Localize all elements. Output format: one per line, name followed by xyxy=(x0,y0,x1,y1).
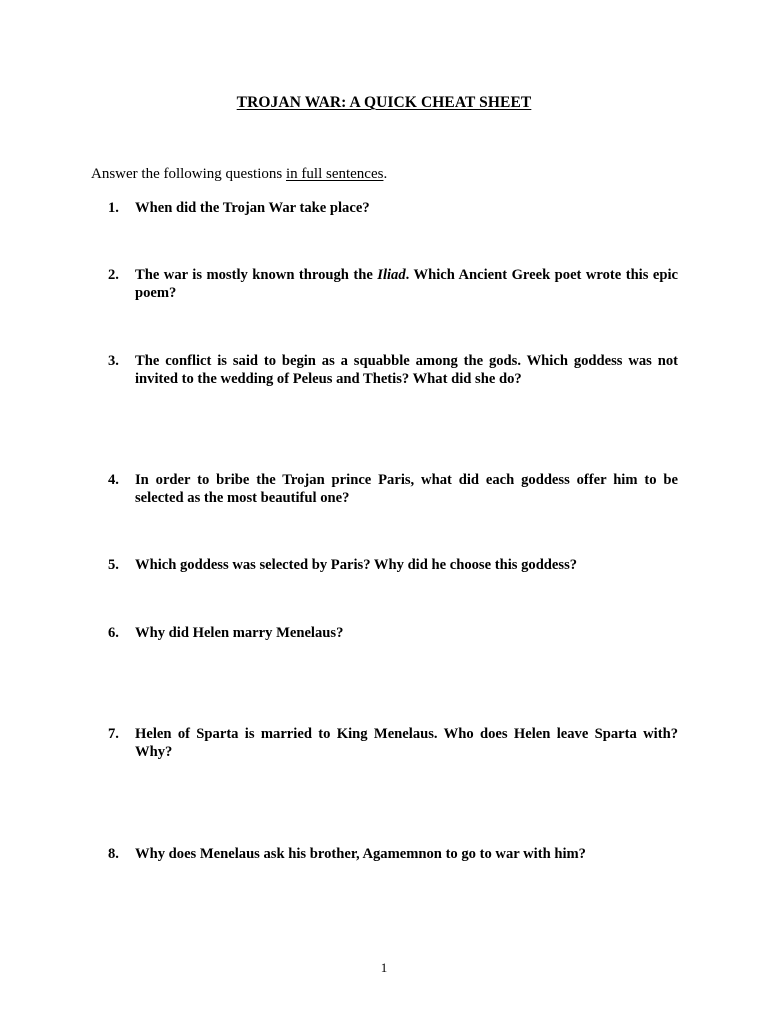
work-title: Iliad xyxy=(377,267,406,283)
question-text: The conflict is said to begin as a squabble among the gods. Which goddess was not invited to the wedding of Peleus and Thetis? What did she do? xyxy=(135,353,678,387)
question-text: Why did Helen marry Menelaus? xyxy=(135,625,344,641)
question-8 xyxy=(108,845,678,863)
question-number: 2. xyxy=(108,267,119,283)
question-number: 6. xyxy=(108,625,119,641)
instructions xyxy=(91,166,387,183)
question-text: When did the Trojan War take place? xyxy=(135,200,370,216)
question-text: In order to bribe the Trojan prince Paris, what did each goddess offer him to be selected as the most beautiful one? xyxy=(135,472,678,506)
question-number: 4. xyxy=(108,472,119,488)
instructions-text: Answer the following questions xyxy=(91,166,286,182)
instructions-end: . xyxy=(383,166,388,182)
question-number: 3. xyxy=(108,353,119,369)
question-1 xyxy=(108,199,678,217)
question-number: 1. xyxy=(108,200,119,216)
question-4 xyxy=(108,471,678,507)
page-number: 1 xyxy=(380,960,388,975)
question-7 xyxy=(108,725,678,761)
question-5 xyxy=(108,556,678,574)
question-number: 7. xyxy=(108,726,119,742)
question-2 xyxy=(108,266,678,302)
question-6 xyxy=(108,624,678,642)
instructions-emphasis: in full sentences xyxy=(285,166,384,182)
question-3 xyxy=(108,352,678,388)
question-text-part: The war is mostly known through the xyxy=(135,267,378,283)
question-number: 8. xyxy=(108,846,119,862)
page-title: TROJAN WAR: A QUICK CHEAT SHEET xyxy=(236,94,532,111)
question-text xyxy=(135,266,678,302)
question-number: 5. xyxy=(108,557,119,573)
question-text: Helen of Sparta is married to King Menelaus. Who does Helen leave Sparta with? Why? xyxy=(135,726,678,760)
question-text: Which goddess was selected by Paris? Why did he choose this goddess? xyxy=(135,557,578,573)
question-text-part: . Which Ancient Greek poet wrote this epic poem? xyxy=(135,267,678,301)
question-text: Why does Menelaus ask his brother, Agamemnon to go to war with him? xyxy=(135,846,586,862)
